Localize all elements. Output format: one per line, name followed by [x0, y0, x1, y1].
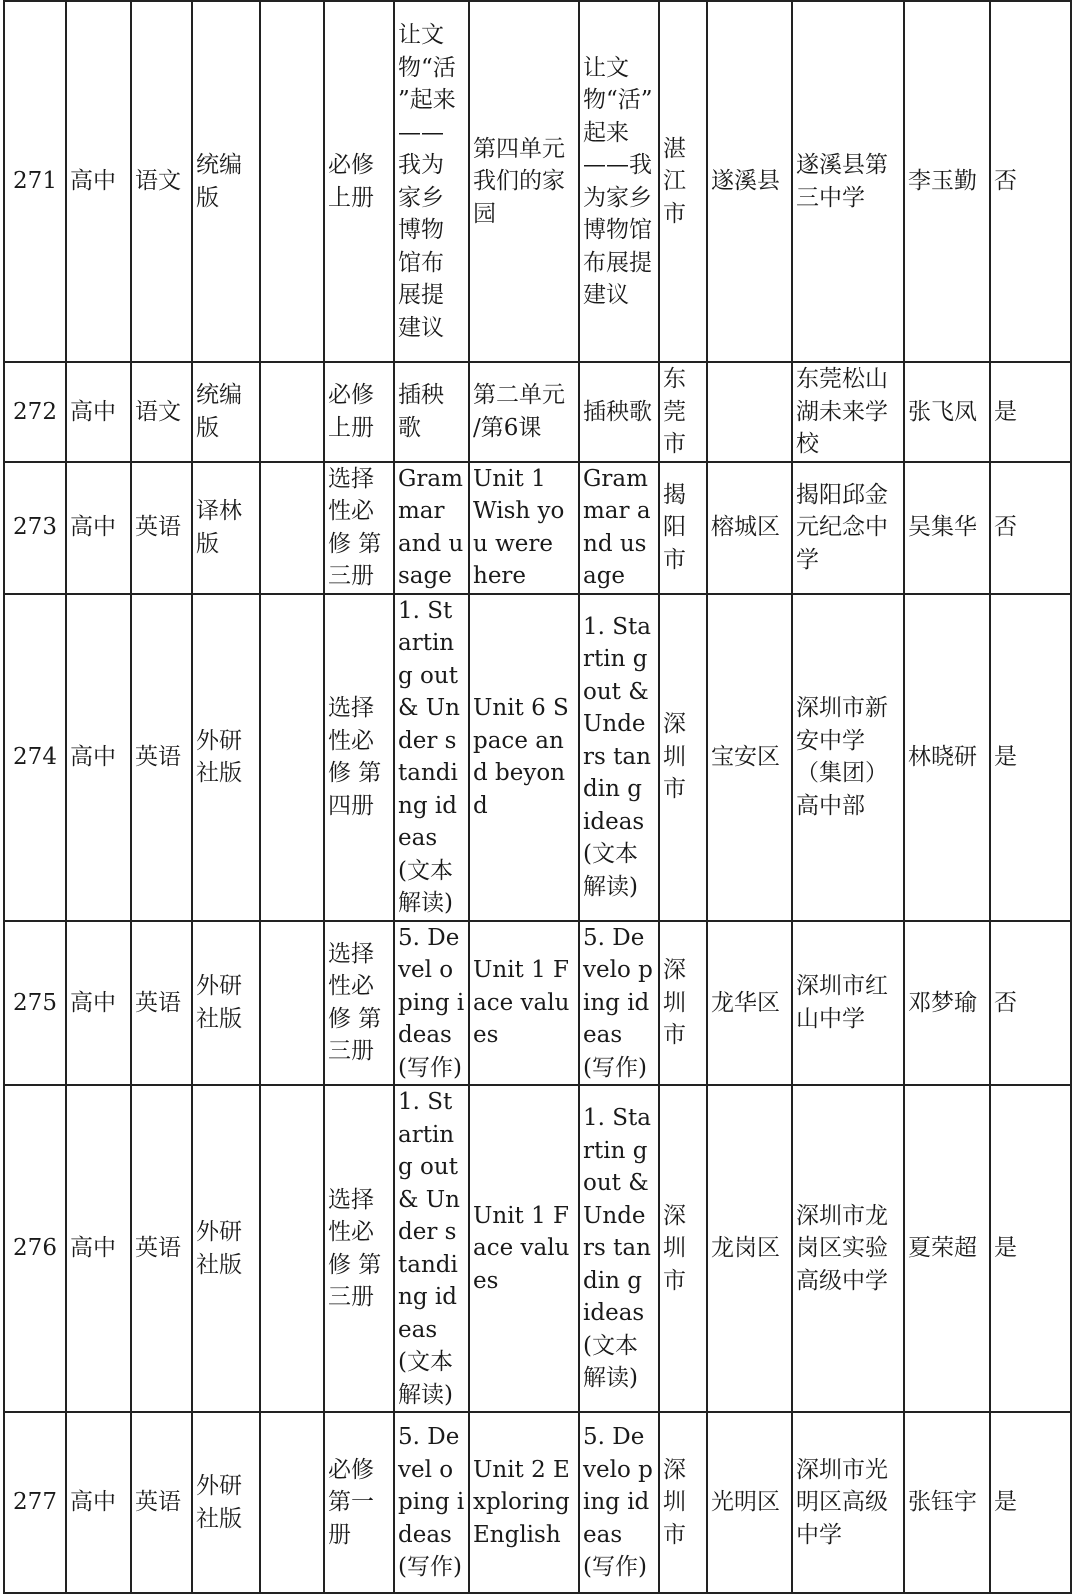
cell-unit: Unit 1 Face values [469, 921, 579, 1086]
cell-teacher: 吴集华 [904, 462, 990, 594]
cell-stage: 高中 [66, 921, 131, 1086]
cell-city: 揭 阳 市 [659, 462, 707, 594]
cell-no: 271 [4, 1, 66, 362]
cell-edition: 统编版 [192, 1, 260, 362]
cell-edition: 统编版 [192, 362, 260, 462]
cell-edition: 译林版 [192, 462, 260, 594]
cell-school: 深圳市红山中学 [792, 921, 904, 1086]
cell-subject: 英语 [131, 594, 192, 921]
table-row [4, 1412, 1071, 1593]
cell-city: 深 圳 市 [659, 1085, 707, 1412]
cell-district: 宝安区 [707, 594, 792, 921]
cell-district: 龙岗区 [707, 1085, 792, 1412]
cell-edition: 外研社版 [192, 921, 260, 1086]
cell-subject: 语文 [131, 362, 192, 462]
cell-extra [260, 921, 324, 1086]
cell-subject: 英语 [131, 1085, 192, 1412]
cell-topic: 1. Startin g out & Under standi ng ideas (文本解读) [394, 594, 469, 921]
table-row [4, 921, 1071, 1086]
cell-unit: 第二单元 /第6课 [469, 362, 579, 462]
cell-subject: 英语 [131, 1412, 192, 1593]
cell-stage: 高中 [66, 1085, 131, 1412]
cell-flag: 是 [990, 1412, 1071, 1593]
cell-school: 揭阳邱金元纪念中学 [792, 462, 904, 594]
cell-volume: 选择性必修 第三册 [324, 921, 394, 1086]
cell-volume: 必修 上册 [324, 1, 394, 362]
cell-topic: 5. Devel oping ideas (写作) [394, 1412, 469, 1593]
cell-flag: 是 [990, 594, 1071, 921]
table-row [4, 1085, 1071, 1412]
cell-unit: Unit 1 Wish you were here [469, 462, 579, 594]
cell-flag: 否 [990, 1, 1071, 362]
cell-volume: 选择性必修 第三册 [324, 1085, 394, 1412]
cell-city: 深 圳 市 [659, 1412, 707, 1593]
cell-subject: 英语 [131, 921, 192, 1086]
cell-flag: 否 [990, 921, 1071, 1086]
cell-lesson: 插秧歌 [579, 362, 659, 462]
cell-district [707, 362, 792, 462]
cell-edition: 外研社版 [192, 594, 260, 921]
cell-volume: 必修 上册 [324, 362, 394, 462]
cell-unit: Unit 1 Face values [469, 1085, 579, 1412]
cell-lesson: 5. Develo ping ideas (写作) [579, 921, 659, 1086]
cell-no: 276 [4, 1085, 66, 1412]
table-row [4, 1, 1071, 362]
cell-school: 深圳市新安中学（集团）高中部 [792, 594, 904, 921]
cell-extra [260, 462, 324, 594]
cell-teacher: 邓梦瑜 [904, 921, 990, 1086]
cell-lesson: 5. Develo ping ideas (写作) [579, 1412, 659, 1593]
cell-extra [260, 1412, 324, 1593]
cell-stage: 高中 [66, 1412, 131, 1593]
cell-lesson: 1. Startin g out & Unders tandin g ideas (文本解读) [579, 594, 659, 921]
cell-city: 东 莞 市 [659, 362, 707, 462]
cell-school: 遂溪县第三中学 [792, 1, 904, 362]
cell-teacher: 张飞凤 [904, 362, 990, 462]
cell-subject: 英语 [131, 462, 192, 594]
cell-extra [260, 1085, 324, 1412]
cell-stage: 高中 [66, 594, 131, 921]
cell-stage: 高中 [66, 462, 131, 594]
cell-unit: 第四单元 我们的家园 [469, 1, 579, 362]
cell-no: 272 [4, 362, 66, 462]
cell-unit: Unit 6 Space and beyond [469, 594, 579, 921]
cell-volume: 选择性必修 第三册 [324, 462, 394, 594]
cell-district: 龙华区 [707, 921, 792, 1086]
cell-school: 深圳市龙岗区实验高级中学 [792, 1085, 904, 1412]
cell-volume: 必修 第一册 [324, 1412, 394, 1593]
cell-lesson: 1. Startin g out & Unders tandin g ideas (文本解读) [579, 1085, 659, 1412]
cell-topic: Gram mar and usage [394, 462, 469, 594]
cell-flag: 否 [990, 462, 1071, 594]
cell-teacher: 李玉勤 [904, 1, 990, 362]
cell-extra [260, 362, 324, 462]
cell-no: 274 [4, 594, 66, 921]
cell-flag: 是 [990, 362, 1071, 462]
cell-city: 深 圳 市 [659, 594, 707, 921]
cell-subject: 语文 [131, 1, 192, 362]
cell-topic: 插秧歌 [394, 362, 469, 462]
cell-extra [260, 1, 324, 362]
cell-volume: 选择性必修 第四册 [324, 594, 394, 921]
cell-flag: 是 [990, 1085, 1071, 1412]
cell-edition: 外研社版 [192, 1085, 260, 1412]
cell-teacher: 夏荣超 [904, 1085, 990, 1412]
cell-no: 273 [4, 462, 66, 594]
cell-city: 湛 江 市 [659, 1, 707, 362]
cell-district: 榕城区 [707, 462, 792, 594]
cell-school: 东莞松山湖未来学校 [792, 362, 904, 462]
cell-district: 遂溪县 [707, 1, 792, 362]
table-row [4, 362, 1071, 462]
table-body [4, 1, 1071, 1593]
cell-teacher: 张钰宇 [904, 1412, 990, 1593]
cell-no: 277 [4, 1412, 66, 1593]
cell-extra [260, 594, 324, 921]
table-row [4, 594, 1071, 921]
cell-unit: Unit 2 Exploring English [469, 1412, 579, 1593]
cell-lesson: 让文物“活”起来——我为家乡博物馆布展提建议 [579, 1, 659, 362]
cell-stage: 高中 [66, 362, 131, 462]
cell-no: 275 [4, 921, 66, 1086]
cell-lesson: Gram mar and usage [579, 462, 659, 594]
cell-stage: 高中 [66, 1, 131, 362]
cell-school: 深圳市光明区高级中学 [792, 1412, 904, 1593]
cell-city: 深 圳 市 [659, 921, 707, 1086]
cell-district: 光明区 [707, 1412, 792, 1593]
cell-edition: 外研社版 [192, 1412, 260, 1593]
cell-topic: 让文物“活”起来——我为家乡博物馆布展提建议 [394, 1, 469, 362]
course-table [3, 0, 1072, 1594]
cell-teacher: 林晓研 [904, 594, 990, 921]
table-row [4, 462, 1071, 594]
cell-topic: 5. Devel oping ideas (写作) [394, 921, 469, 1086]
cell-topic: 1. Startin g out & Under standi ng ideas (文本解读) [394, 1085, 469, 1412]
